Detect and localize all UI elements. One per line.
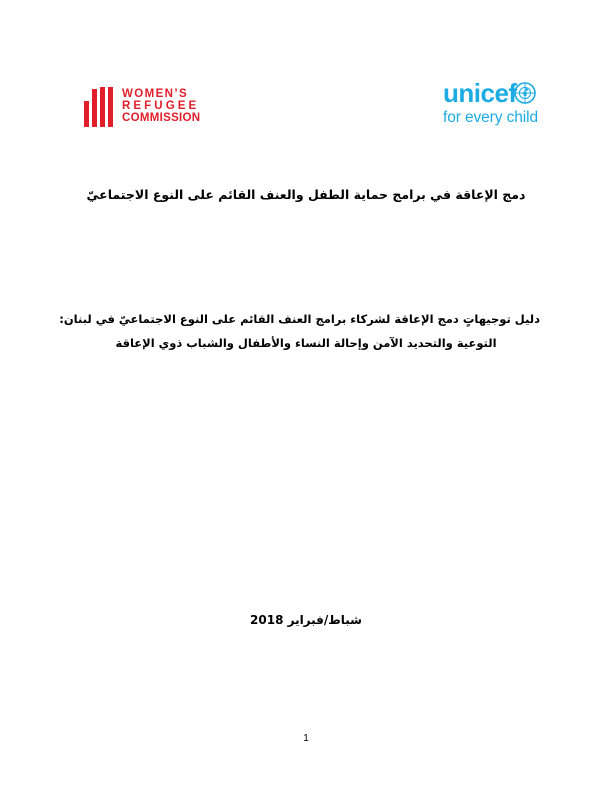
unicef-tagline: for every child [443, 109, 538, 126]
document-subtitle [59, 307, 540, 355]
wrc-logo-line-3: COMMISSION [122, 112, 201, 124]
wrc-bar [84, 101, 89, 127]
wrc-logo-line-2: REFUGEE [122, 100, 200, 112]
wrc-bar [108, 87, 113, 127]
wrc-bar [100, 87, 105, 127]
wrc-logo-line-1: WOMEN’S [122, 88, 189, 100]
subtitle-line-2: التوعية والتحديد الآمن وإحالة النساء والأطفال والشباب ذوي الإعاقة [115, 336, 497, 350]
unicef-globe-emblem-icon [514, 82, 536, 104]
subtitle-line-1: دليل توجيهاتٍ دمج الإعاقة لشركاء برامج العنف القائم على النوع الاجتماعيّ في لبنان: [59, 312, 540, 326]
wrc-bar [92, 89, 97, 127]
page-number: 1 [303, 733, 309, 744]
document-title: دمج الإعاقة في برامج حماية الطفل والعنف القائم على النوع الاجتماعيّ [86, 187, 526, 202]
unicef-wordmark: unicef [443, 78, 517, 108]
publication-date: شباط/فبراير 2018 [250, 613, 362, 627]
womens-refugee-commission-logo [84, 84, 200, 128]
wrc-bars-icon [84, 85, 116, 127]
unicef-logo [443, 78, 543, 132]
wrc-logo-text [122, 88, 200, 124]
